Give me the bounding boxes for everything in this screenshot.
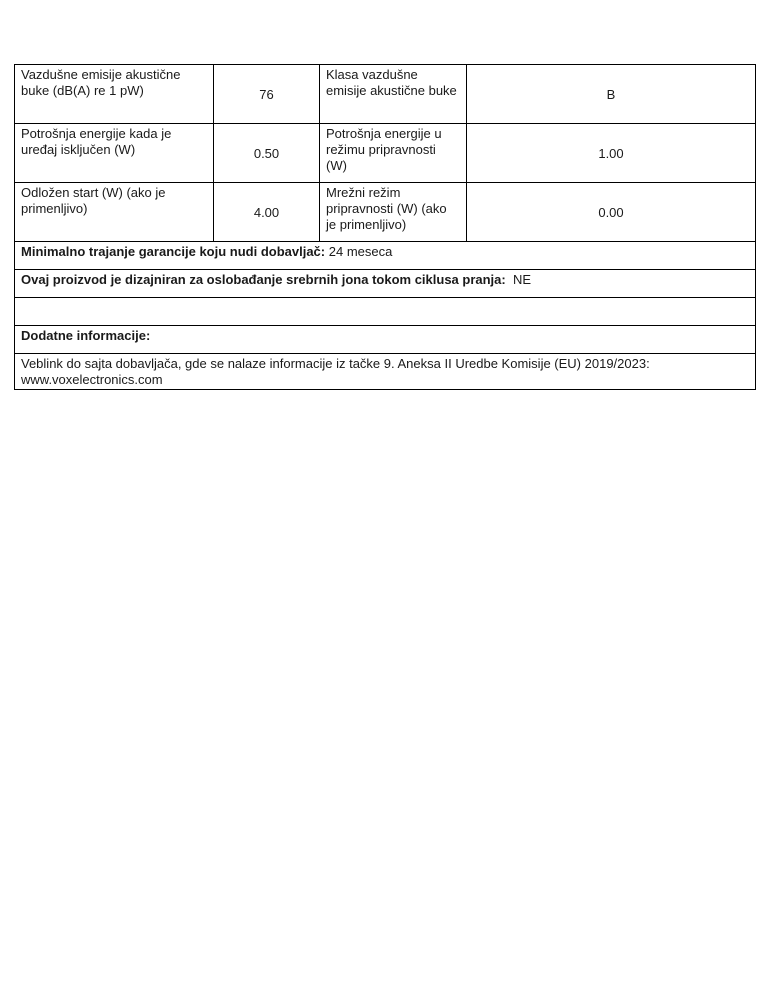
noise-class-value: B: [467, 65, 756, 124]
off-mode-power-value: 0.50: [214, 124, 320, 183]
additional-info-label: Dodatne informacije:: [15, 326, 756, 354]
standby-power-value: 1.00: [467, 124, 756, 183]
table-row: [15, 183, 756, 242]
table-row: [15, 354, 756, 390]
product-info-sheet: [14, 64, 755, 390]
standby-power-label: Potrošnja energije u režimu pripravnosti (W): [320, 124, 467, 183]
table-row: [15, 65, 756, 124]
warranty-label: Minimalno trajanje garancije koju nudi dobavljač:: [21, 244, 326, 259]
weblink-url[interactable]: www.voxelectronics.com: [21, 372, 163, 387]
empty-row: [15, 298, 756, 326]
off-mode-power-label: Potrošnja energije kada je uređaj isključen (W): [15, 124, 214, 183]
product-spec-table: [14, 64, 756, 390]
network-standby-value: 0.00: [467, 183, 756, 242]
warranty-value: 24 meseca: [328, 244, 393, 259]
weblink-row: [15, 354, 756, 390]
network-standby-label: Mrežni režim pripravnosti (W) (ako je primenljivo): [320, 183, 467, 242]
delay-start-value: 4.00: [214, 183, 320, 242]
noise-emission-value: 76: [214, 65, 320, 124]
noise-class-label: Klasa vazdušne emisije akustične buke: [320, 65, 467, 124]
table-row: [15, 298, 756, 326]
table-row: [15, 270, 756, 298]
silver-ions-label: Ovaj proizvod je dizajniran za oslobađanje srebrnih jona tokom ciklusa pranja:: [21, 272, 506, 287]
weblink-text: Veblink do sajta dobavljača, gde se nalaze informacije iz tačke 9. Aneksa II Uredbe Komisije (EU) 2019/2023:: [21, 356, 650, 371]
silver-ions-value: NE: [512, 272, 532, 287]
table-row: [15, 124, 756, 183]
silver-ions-row: [15, 270, 756, 298]
table-row: [15, 242, 756, 270]
warranty-row: [15, 242, 756, 270]
table-row: [15, 326, 756, 354]
noise-emission-label: Vazdušne emisije akustične buke (dB(A) re 1 pW): [15, 65, 214, 124]
delay-start-label: Odložen start (W) (ako je primenljivo): [15, 183, 214, 242]
